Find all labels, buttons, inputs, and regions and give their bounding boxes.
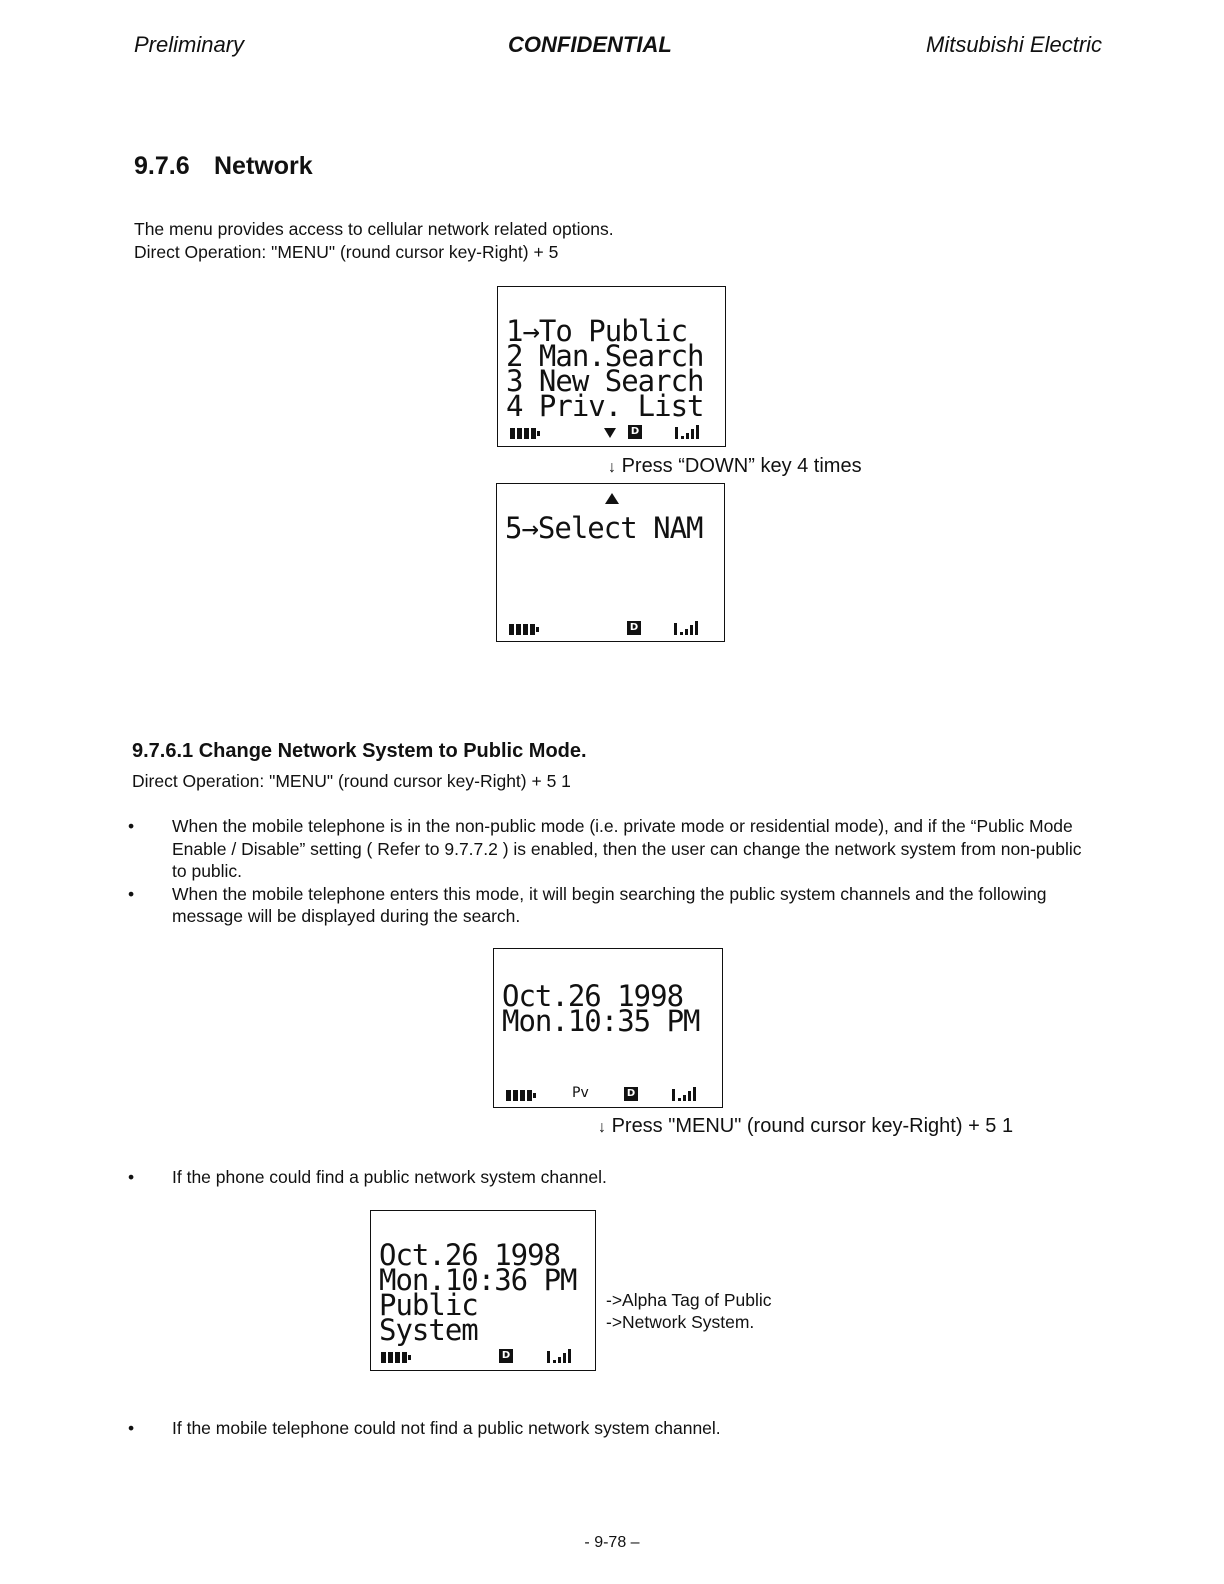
lcd-line-3: 3 New Search (506, 364, 704, 398)
lcd-status-bar (498, 423, 725, 443)
subsection-bullet-list (128, 815, 1088, 928)
lcd4-note-1: ->Alpha Tag of Public (606, 1290, 772, 1310)
section-heading (134, 152, 313, 181)
bullet-not-found (128, 1417, 1088, 1440)
lcd4-line-1: Oct.26 1998 (379, 1238, 561, 1272)
step-press-menu-text: Press "MENU" (round cursor key-Right) + 5 1 (611, 1115, 1014, 1137)
section-title: Network (214, 152, 313, 180)
lcd-screen-searching (493, 948, 723, 1108)
signal-icon (674, 619, 714, 635)
signal-icon (675, 423, 715, 439)
signal-icon (672, 1085, 712, 1101)
lcd-line-2: 2 Man.Search (506, 339, 704, 373)
header-confidential: CONFIDENTIAL (508, 32, 672, 57)
lcd4-line-2: Mon.10:36 PM (379, 1263, 577, 1297)
signal-icon (547, 1347, 587, 1363)
battery-icon (510, 428, 536, 439)
lcd2-status-bar (497, 618, 724, 638)
lcd-screen-network-menu (497, 286, 726, 447)
scroll-down-icon (604, 428, 616, 438)
battery-icon (509, 624, 535, 635)
lcd2-line-1: 5→Select NAM (505, 511, 703, 545)
step-press-down (608, 455, 862, 478)
digital-mode-icon: D (628, 425, 642, 439)
private-mode-indicator: Pv (572, 1085, 589, 1101)
list-item: • If the phone could find a public network system channel. (128, 1167, 607, 1187)
digital-mode-icon: D (499, 1349, 513, 1363)
subsection-title: 9.7.6.1 Change Network System to Public Mode. (132, 740, 587, 762)
bullet-found (128, 1166, 1088, 1189)
digital-mode-icon: D (624, 1087, 638, 1101)
battery-icon (506, 1090, 532, 1101)
lcd4-line-4: System (379, 1313, 478, 1347)
step-press-down-text: Press “DOWN” key 4 times (621, 455, 862, 477)
digital-mode-icon: D (627, 621, 641, 635)
lcd4-status-bar (371, 1347, 595, 1367)
section-direct-operation: Direct Operation: "MENU" (round cursor key-Right) + 5 (134, 242, 559, 262)
page-number: - 9-78 – (584, 1534, 640, 1551)
subsection-direct-operation: Direct Operation: "MENU" (round cursor key-Right) + 5 1 (132, 771, 571, 791)
list-item: • If the mobile telephone could not find a public network system channel. (128, 1418, 721, 1438)
down-arrow-icon: ↓ (608, 459, 616, 476)
lcd-line-4: 4 Priv. List (506, 389, 704, 423)
header-preliminary: Preliminary (134, 32, 245, 57)
lcd3-line-1: Oct.26 1998 (502, 979, 684, 1013)
battery-icon (381, 1352, 407, 1363)
lcd-screen-select-nam (496, 483, 725, 642)
lcd-screen-public-system (370, 1210, 596, 1371)
lcd3-status-bar (494, 1084, 722, 1104)
section-number: 9.7.6 (134, 152, 190, 180)
lcd4-line-3: Public (379, 1288, 478, 1322)
step-press-menu (598, 1115, 1013, 1138)
scroll-up-icon (605, 493, 619, 504)
list-item: • When the mobile telephone enters this mode, it will begin searching the public system channels and the following message will be displayed during the search. (128, 883, 1047, 926)
header-company: Mitsubishi Electric (926, 32, 1103, 57)
lcd3-line-2: Mon.10:35 PM (502, 1004, 700, 1038)
lcd-line-1: 1→To Public (506, 314, 688, 348)
down-arrow-icon: ↓ (598, 1119, 606, 1136)
section-intro: The menu provides access to cellular network related options. (134, 219, 614, 239)
list-item: • When the mobile telephone is in the non-public mode (i.e. private mode or residential mode), and if the “Public Mode Enable / Disable” setting ( Refer to 9.7.7.2 ) is enabled, then the user can change the network system from non-public to public. (128, 816, 1082, 881)
lcd4-note-2: ->Network System. (606, 1312, 755, 1332)
